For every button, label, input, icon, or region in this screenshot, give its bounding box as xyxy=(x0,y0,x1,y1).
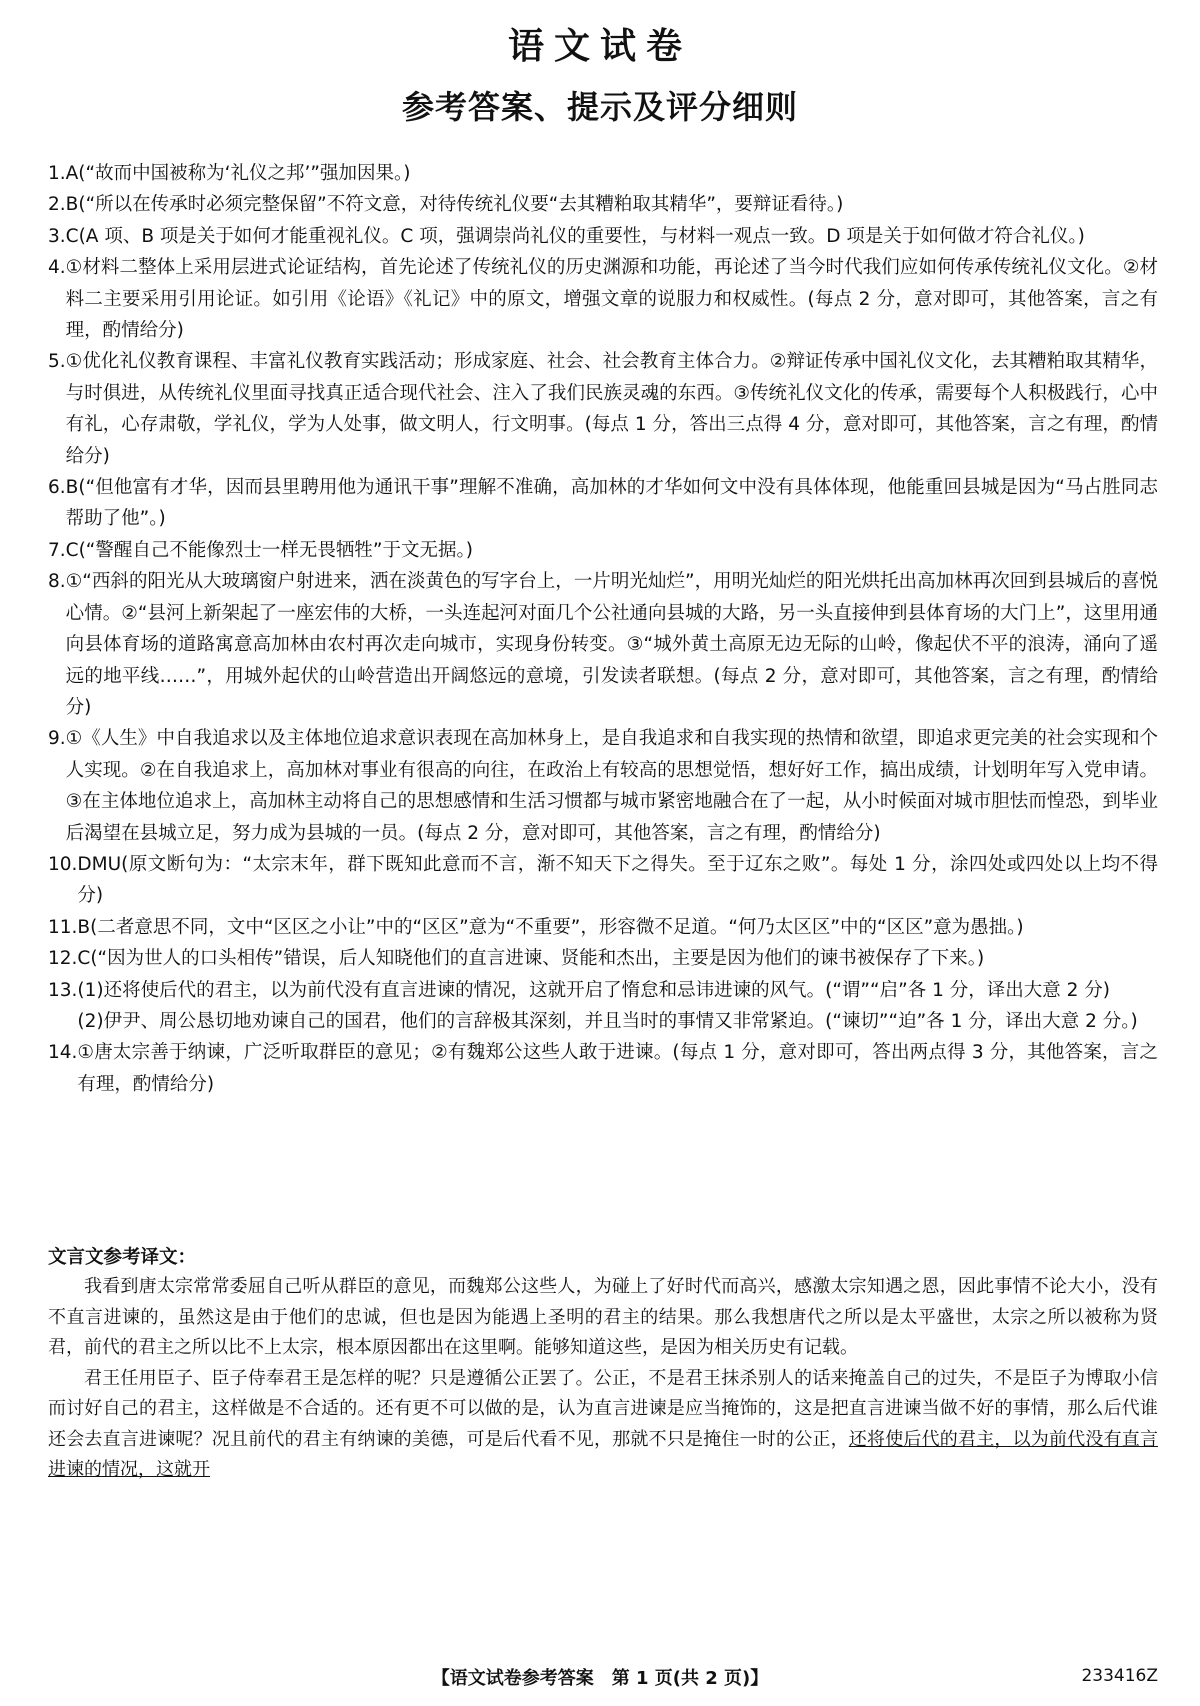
answer-text xyxy=(66,221,1158,252)
answer-text xyxy=(77,849,1158,912)
answer-text xyxy=(66,535,1158,566)
answer-number: 7. xyxy=(48,539,66,561)
answer-number: 14. xyxy=(48,1042,78,1064)
answer-item xyxy=(48,252,1158,346)
answer-paragraph: ①优化礼仪教育课程、丰富礼仪教育实践活动；形成家庭、社会、社会教育主体合力。②辩证传承中国礼仪文化，去其糟粕取其精华，与时俱进，从传统礼仪里面寻找真正适合现代社会、注入了我们民族灵魂的东西。③传统礼仪文化的传承，需要每个人积极践行，心中有礼，心存肃敬，学礼仪，学为人处事，做文明人，行文明事。(每点 1 分，答出三点得 4 分，意对即可，其他答案，言之有理，酌情给分) xyxy=(65,351,1158,467)
answer-paragraph: A(“故而中国被称为‘礼仪之邦’”强加因果。) xyxy=(65,163,411,184)
answer-paragraph: C(A 项、B 项是关于如何才能重视礼仪。C 项，强调崇尚礼仪的重要性，与材料一观点一致。D 项是关于如何做才符合礼仪。) xyxy=(65,225,1085,247)
answer-paragraph: (2)伊尹、周公恳切地劝谏自己的国君，他们的言辞极其深刻，并且当时的事情又非常紧迫。(“谏切”“迫”各 1 分，译出大意 2 分。) xyxy=(77,1010,1138,1032)
answer-item xyxy=(48,221,1158,252)
answer-item xyxy=(48,1037,1158,1100)
answer-paragraph: ①《人生》中自我追求以及主体地位追求意识表现在高加林身上，是自我追求和自我实现的热情和欲望，即追求更完美的社会实现和个人实现。②在自我追求上，高加林对事业有很高的向往，在政治上有较高的思想觉悟，想好好工作，搞出成绩，计划明年写入党申请。③在主体地位追求上，高加林主动将自己的思想感情和生活习惯都与城市紧密地融合在了一起，从小时候面对城市胆怯而惶恐，到毕业后渴望在县城立足，努力成为县城的一员。(每点 2 分，意对即可，其他答案，言之有理，酌情给分) xyxy=(65,728,1158,844)
answer-number: 12. xyxy=(48,948,78,970)
translation-text: 君王任用臣子、臣子侍奉君王是怎样的呢？只是遵循公正罢了。公正，不是君王抹杀别人的话来掩盖自己的过失，不是臣子为博取小信而讨好自己的君主，这样做是不合适的。还有更不可以做的是，认为直言进谏是应当掩饰的，这是把直言进谏当做不好的事情，那么后代谁还会去直言进谏呢？况且前代的君主有纳谏的美德，可是后代看不见，那就不只是掩住一时的公正， xyxy=(48,1367,1158,1450)
answer-item xyxy=(48,535,1158,566)
answer-number: 4. xyxy=(48,257,66,279)
page-footer: 【语文试卷参考答案 第 1 页(共 2 页)】 xyxy=(431,1668,769,1689)
answer-text xyxy=(77,912,1158,943)
answer-paragraph: DMU(原文断句为：“太宗末年，群下既知此意而不言，渐不知天下之得失。至于辽东之败”。每处 1 分，涂四处或四处以上均不得分) xyxy=(77,853,1158,907)
answer-item xyxy=(48,346,1158,472)
answer-text xyxy=(77,1037,1158,1100)
answer-number: 1. xyxy=(48,163,66,184)
answer-text xyxy=(77,975,1158,1038)
answer-number: 9. xyxy=(48,728,66,750)
answer-list xyxy=(48,158,1158,1100)
answer-text xyxy=(66,252,1158,346)
answer-paragraph: B(“但他富有才华，因而县里聘用他为通讯干事”理解不准确，高加林的才华如何文中没有具体体现，他能重回县城是因为“马占胜同志帮助了他”。) xyxy=(65,477,1158,530)
answer-number: 13. xyxy=(48,979,78,1001)
document-code: 233416Z xyxy=(1081,1666,1158,1686)
answer-number: 5. xyxy=(48,351,66,373)
translation-body xyxy=(48,1272,1158,1486)
translation-heading: 文言文参考译文： xyxy=(48,1247,197,1268)
answer-text xyxy=(66,346,1158,472)
page-title: 语文试卷 xyxy=(507,26,692,67)
translation-paragraph: 我看到唐太宗常常委屈自己听从群臣的意见，而魏郑公这些人，为碰上了好时代而高兴，感激太宗知遇之恩，因此事情不论大小，没有不直言进谏的，虽然这是由于他们的忠诚，但也是因为能遇上圣明的君主的结果。那么我想唐代之所以是太平盛世，太宗之所以被称为贤君，前代的君主之所以比不上太宗，根本原因都出在这里啊。能够知道这些，是因为相关历史有记载。 xyxy=(48,1276,1158,1358)
answer-item xyxy=(48,158,1158,189)
answer-item xyxy=(48,723,1158,849)
answer-paragraph: B(二者意思不同，文中“区区之小让”中的“区区”意为“不重要”，形容微不足道。“何乃太区区”中的“区区”意为愚拙。) xyxy=(77,916,1024,938)
answer-number: 6. xyxy=(48,477,66,499)
answer-number: 3. xyxy=(48,225,66,247)
answer-paragraph: B(“所以在传承时必须完整保留”不符文意，对待传统礼仪要“去其糟粕取其精华”，要辩证看待。) xyxy=(65,194,844,216)
answer-number: 2. xyxy=(48,194,66,216)
answer-item xyxy=(48,189,1158,220)
answer-text xyxy=(66,723,1158,849)
answer-paragraph: C(“因为世人的口头相传”错误，后人知晓他们的直言进谏、贤能和杰出，主要是因为他们的谏书被保存了下来。) xyxy=(77,948,985,970)
answer-paragraph: ①“西斜的阳光从大玻璃窗户射进来，洒在淡黄色的写字台上，一片明光灿烂”，用明光灿烂的阳光烘托出高加林再次回到县城后的喜悦心情。②“县河上新架起了一座宏伟的大桥，一头连起河对面几个公社通向县城的大路，另一头直接伸到县体育场的大门上”，这里用通向县体育场的道路寓意高加林由农村再次走向城市，实现身份转变。③“城外黄土高原无边无际的山岭，像起伏不平的浪涛，涌向了遥远的地平线……”，用城外起伏的山岭营造出开阔悠远的意境，引发读者联想。(每点 2 分，意对即可，其他答案，言之有理，酌情给分) xyxy=(65,571,1158,718)
answer-paragraph: ①材料二整体上采用层进式论证结构，首先论述了传统礼仪的历史渊源和功能，再论述了当今时代我们应如何传承传统礼仪文化。②材料二主要采用引用论证。如引用《论语》《礼记》中的原文，增强文章的说服力和权威性。(每点 2 分，意对即可，其他答案，言之有理，酌情给分) xyxy=(65,257,1158,342)
underlined-text: 还将使后代的君主，以为前代没有直言进谏的情况，这就开 xyxy=(48,1428,1158,1480)
answer-item xyxy=(48,566,1158,723)
answer-text xyxy=(77,943,1158,974)
answer-item xyxy=(48,975,1158,1038)
translation-paragraph xyxy=(48,1364,1158,1486)
answer-number: 8. xyxy=(48,571,66,593)
answer-text xyxy=(66,158,1158,189)
answer-item xyxy=(48,849,1158,912)
answer-paragraph: ①唐太宗善于纳谏，广泛听取群臣的意见；②有魏郑公这些人敢于进谏。(每点 1 分，意对即可，答出两点得 3 分，其他答案，言之有理，酌情给分) xyxy=(77,1042,1158,1095)
answer-item xyxy=(48,943,1158,974)
answer-number: 11. xyxy=(48,916,78,938)
answer-text xyxy=(66,472,1158,535)
answer-item xyxy=(48,472,1158,535)
answer-number: 10. xyxy=(48,853,78,875)
answer-text xyxy=(66,566,1158,723)
answer-text xyxy=(66,189,1158,220)
answer-paragraph: C(“警醒自己不能像烈士一样无畏牺牲”于文无据。) xyxy=(65,539,473,561)
page-subtitle: 参考答案、提示及评分细则 xyxy=(401,88,798,126)
answer-paragraph: (1)还将使后代的君主，以为前代没有直言进谏的情况，这就开启了惰怠和忌讳进谏的风气。(“谓”“启”各 1 分，译出大意 2 分) xyxy=(77,979,1110,1001)
answer-item xyxy=(48,912,1158,943)
